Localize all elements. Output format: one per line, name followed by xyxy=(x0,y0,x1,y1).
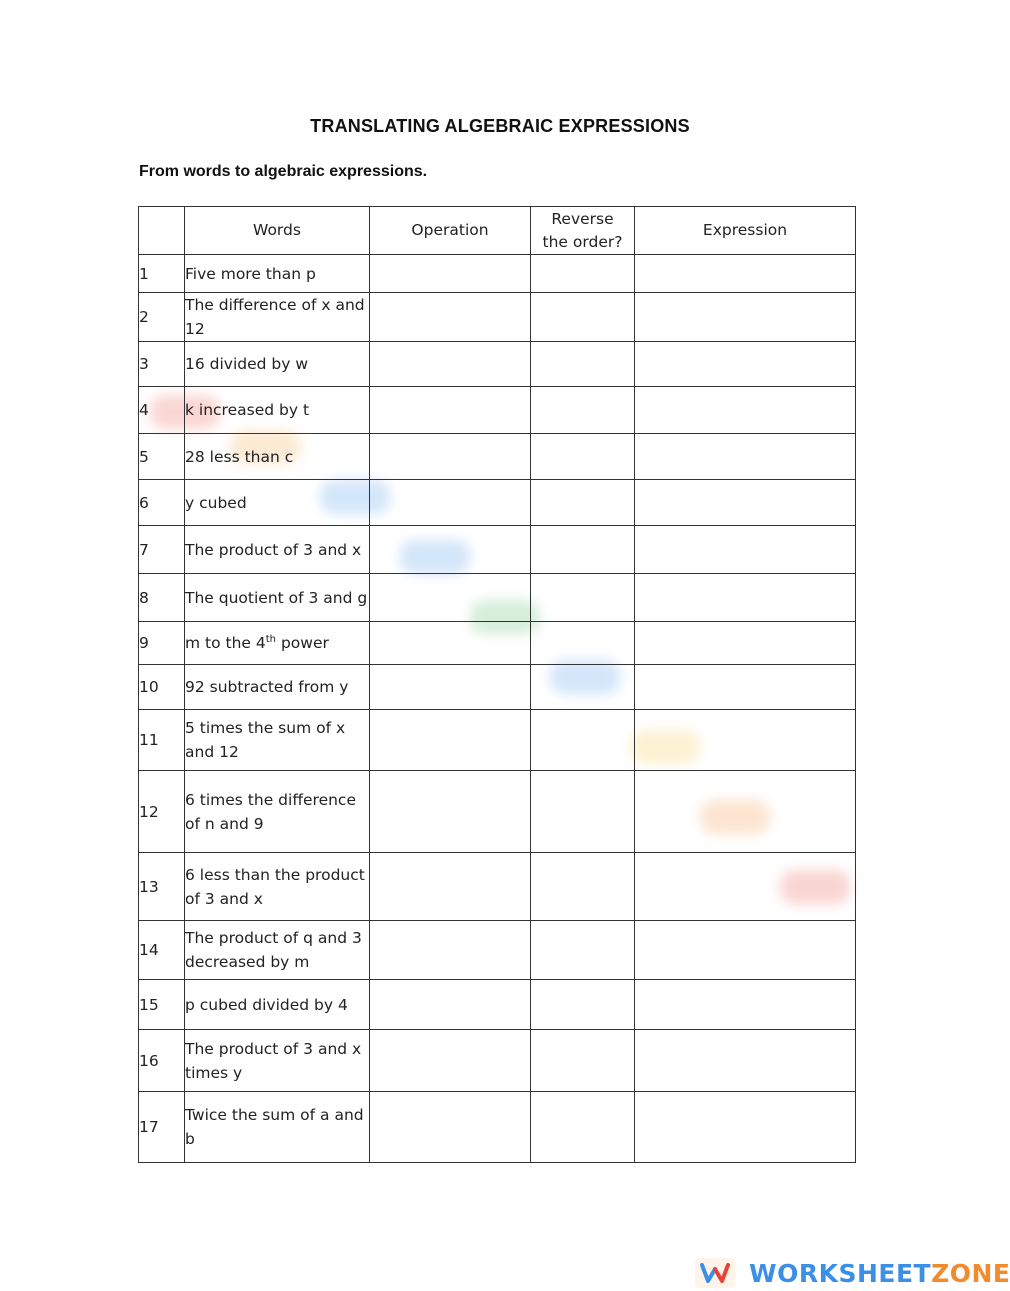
row-number: 17 xyxy=(139,1092,185,1163)
expression-cell[interactable] xyxy=(635,710,856,771)
row-number: 15 xyxy=(139,980,185,1030)
table-row xyxy=(139,771,856,853)
operation-cell[interactable] xyxy=(370,434,531,480)
operation-cell[interactable] xyxy=(370,980,531,1030)
worksheetzone-logo[interactable] xyxy=(695,1258,1010,1288)
row-words: 5 times the sum of x and 12 xyxy=(185,710,370,771)
row-number: 11 xyxy=(139,710,185,771)
row-words: The difference of x and 12 xyxy=(185,293,370,342)
row-words: Five more than p xyxy=(185,255,370,293)
expression-cell[interactable] xyxy=(635,526,856,574)
operation-cell[interactable] xyxy=(370,1030,531,1092)
header-operation: Operation xyxy=(370,207,531,255)
logo-text-worksheet: WORKSHEET xyxy=(749,1258,932,1288)
reverse-cell[interactable] xyxy=(531,434,635,480)
expression-cell[interactable] xyxy=(635,1030,856,1092)
operation-cell[interactable] xyxy=(370,342,531,387)
logo-w-mark xyxy=(700,1262,730,1284)
row-number: 1 xyxy=(139,255,185,293)
row-number: 7 xyxy=(139,526,185,574)
header-reverse-line2: the order? xyxy=(542,232,623,251)
operation-cell[interactable] xyxy=(370,771,531,853)
row-number: 10 xyxy=(139,665,185,710)
expression-cell[interactable] xyxy=(635,480,856,526)
expression-cell[interactable] xyxy=(635,434,856,480)
ordinal-suffix: th xyxy=(265,633,277,645)
row-words: y cubed xyxy=(185,480,370,526)
page-title: TRANSLATING ALGEBRAIC EXPRESSIONS xyxy=(310,116,690,136)
operation-cell[interactable] xyxy=(370,622,531,665)
reverse-cell[interactable] xyxy=(531,387,635,434)
reverse-cell[interactable] xyxy=(531,665,635,710)
row-words: The product of 3 and x xyxy=(185,526,370,574)
expression-cell[interactable] xyxy=(635,574,856,622)
reverse-cell[interactable] xyxy=(531,622,635,665)
table-row xyxy=(139,1092,856,1163)
row-words xyxy=(185,622,370,665)
reverse-cell[interactable] xyxy=(531,921,635,980)
expression-cell[interactable] xyxy=(635,622,856,665)
table-row xyxy=(139,1030,856,1092)
row-words: 28 less than c xyxy=(185,434,370,480)
table-row xyxy=(139,293,856,342)
expression-cell[interactable] xyxy=(635,387,856,434)
reverse-cell[interactable] xyxy=(531,980,635,1030)
row-words: p cubed divided by 4 xyxy=(185,980,370,1030)
reverse-cell[interactable] xyxy=(531,710,635,771)
table-row xyxy=(139,921,856,980)
row-number: 14 xyxy=(139,921,185,980)
row-number: 8 xyxy=(139,574,185,622)
reverse-cell[interactable] xyxy=(531,1092,635,1163)
row-number: 9 xyxy=(139,622,185,665)
header-reverse-line1: Reverse xyxy=(551,209,614,228)
table-row xyxy=(139,342,856,387)
row-number: 3 xyxy=(139,342,185,387)
reverse-cell[interactable] xyxy=(531,526,635,574)
row-words: 92 subtracted from y xyxy=(185,665,370,710)
row-words: 6 less than the product of 3 and x xyxy=(185,853,370,921)
operation-cell[interactable] xyxy=(370,526,531,574)
table-row xyxy=(139,387,856,434)
row-words: Twice the sum of a and b xyxy=(185,1092,370,1163)
operation-cell[interactable] xyxy=(370,480,531,526)
reverse-cell[interactable] xyxy=(531,480,635,526)
expression-cell[interactable] xyxy=(635,980,856,1030)
operation-cell[interactable] xyxy=(370,1092,531,1163)
reverse-cell[interactable] xyxy=(531,255,635,293)
row-number: 13 xyxy=(139,853,185,921)
row-number: 6 xyxy=(139,480,185,526)
row-words-main: m to the 4 xyxy=(185,634,266,652)
table-row xyxy=(139,480,856,526)
reverse-cell[interactable] xyxy=(531,853,635,921)
table-row xyxy=(139,710,856,771)
row-words: The product of 3 and x times y xyxy=(185,1030,370,1092)
reverse-cell[interactable] xyxy=(531,1030,635,1092)
logo-text-zone: ZONE xyxy=(931,1258,1010,1288)
operation-cell[interactable] xyxy=(370,710,531,771)
row-words: 16 divided by w xyxy=(185,342,370,387)
worksheet-table xyxy=(138,206,856,1163)
expression-cell[interactable] xyxy=(635,853,856,921)
row-words: The product of q and 3 decreased by m xyxy=(185,921,370,980)
row-number: 4 xyxy=(139,387,185,434)
table-row xyxy=(139,980,856,1030)
row-number: 2 xyxy=(139,293,185,342)
row-words-tail: power xyxy=(276,634,329,652)
operation-cell[interactable] xyxy=(370,293,531,342)
expression-cell[interactable] xyxy=(635,771,856,853)
reverse-cell[interactable] xyxy=(531,293,635,342)
table-row xyxy=(139,665,856,710)
table-row xyxy=(139,853,856,921)
header-expression: Expression xyxy=(635,207,856,255)
header-reverse xyxy=(531,207,635,255)
row-words: 6 times the difference of n and 9 xyxy=(185,771,370,853)
operation-cell[interactable] xyxy=(370,853,531,921)
expression-cell[interactable] xyxy=(635,293,856,342)
row-number: 16 xyxy=(139,1030,185,1092)
expression-cell[interactable] xyxy=(635,1092,856,1163)
expression-cell[interactable] xyxy=(635,255,856,293)
instructions: From words to algebraic expressions. xyxy=(139,163,428,180)
table-row xyxy=(139,526,856,574)
expression-cell[interactable] xyxy=(635,342,856,387)
expression-cell[interactable] xyxy=(635,665,856,710)
table-row xyxy=(139,434,856,480)
table-row xyxy=(139,622,856,665)
reverse-cell[interactable] xyxy=(531,342,635,387)
operation-cell[interactable] xyxy=(370,665,531,710)
table-header-row xyxy=(139,207,856,255)
logo-w-icon xyxy=(695,1258,735,1288)
operation-cell[interactable] xyxy=(370,255,531,293)
reverse-cell[interactable] xyxy=(531,771,635,853)
header-number xyxy=(139,207,185,255)
operation-cell[interactable] xyxy=(370,574,531,622)
operation-cell[interactable] xyxy=(370,921,531,980)
table-row xyxy=(139,574,856,622)
header-words: Words xyxy=(185,207,370,255)
row-words: The quotient of 3 and g xyxy=(185,574,370,622)
expression-cell[interactable] xyxy=(635,921,856,980)
row-number: 5 xyxy=(139,434,185,480)
row-words: k increased by t xyxy=(185,387,370,434)
operation-cell[interactable] xyxy=(370,387,531,434)
row-number: 12 xyxy=(139,771,185,853)
reverse-cell[interactable] xyxy=(531,574,635,622)
table-row xyxy=(139,255,856,293)
